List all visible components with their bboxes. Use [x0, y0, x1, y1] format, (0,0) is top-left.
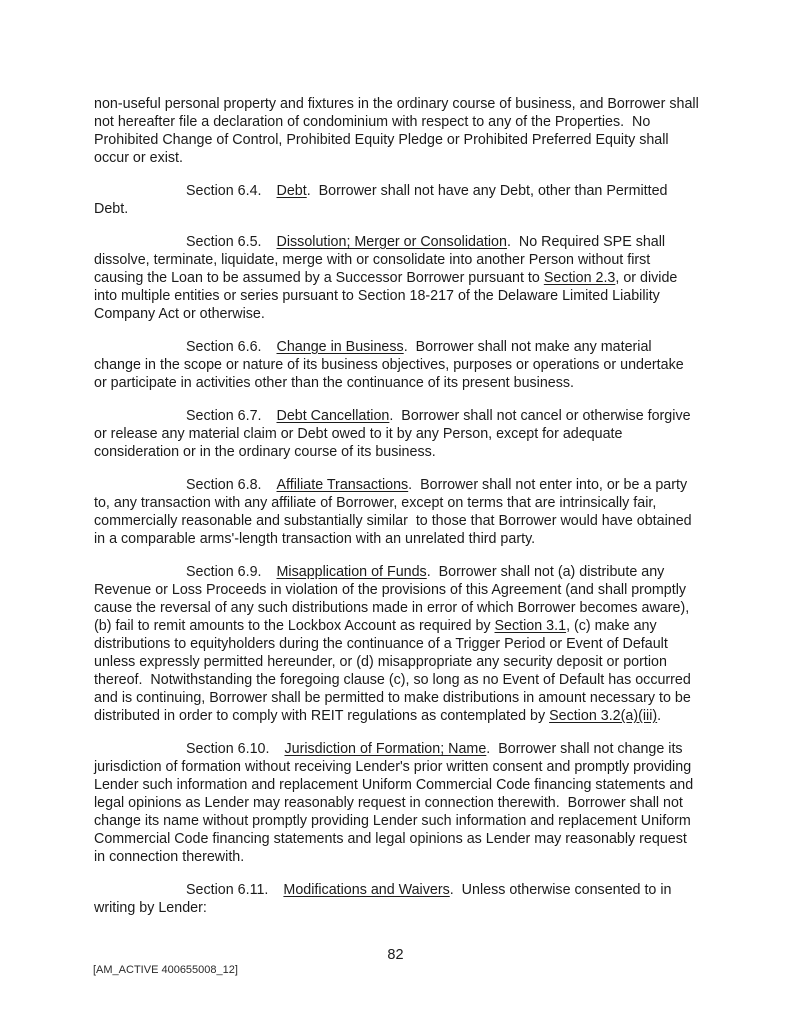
- text-run: Section 6.7.: [186, 408, 262, 424]
- text-run: .: [657, 708, 662, 724]
- paragraph: [94, 407, 700, 461]
- text-run: Section 6.6.: [186, 339, 262, 355]
- text-run: . Borrower shall not enter into, or be a party to, any transaction with any affiliate of Borrower, except on terms that are intrinsically fair, commercially reasonable and substantially similar to those that Borrower would have obtained in a comparable arms'-length transaction with an unrelated third party.: [94, 477, 696, 547]
- paragraph: [94, 563, 700, 725]
- text-run: Section 6.8.: [186, 477, 262, 493]
- paragraph: [94, 740, 700, 866]
- text-run: . No Required SPE shall dissolve, terminate, liquidate, merge with or consolidate into another Person without first causing the Loan to be assumed by a Successor Borrower pursuant to: [94, 234, 670, 286]
- underlined-text: Modifications and Waivers: [283, 882, 450, 898]
- text-run: . Borrower shall not change its jurisdiction of formation without receiving Lender's prior written consent and promptly providing Lender such information and replacement Uniform Commercial Code financing statements and legal opinions as Lender may reasonably request in connection therewith. Borrower shall not change its name without promptly providing Lender such information and replacement Uniform Commercial Code financing statements and legal opinions as Lender may reasonably request in connection therewith.: [94, 741, 698, 865]
- text-run: Section 6.4.: [186, 183, 262, 199]
- underlined-text: Debt: [276, 183, 307, 199]
- underlined-text: Debt Cancellation: [276, 408, 390, 424]
- text-run: . Unless otherwise consented to in writing by Lender:: [94, 882, 676, 916]
- text-run: . Borrower shall not make any material change in the scope or nature of its business objectives, purposes or operations or undertake or participate in activities other than the continuance of its present business.: [94, 339, 688, 391]
- paragraph: [94, 881, 700, 917]
- text-run: Section 6.5.: [186, 234, 262, 250]
- text-run: Section 6.11.: [186, 882, 269, 898]
- paragraph: [94, 182, 700, 218]
- page-number: 82: [387, 947, 404, 963]
- underlined-text: Dissolution; Merger or Consolidation: [276, 234, 507, 250]
- text-run: . Borrower shall not have any Debt, other than Permitted Debt.: [94, 183, 672, 217]
- paragraph: [94, 95, 703, 167]
- document-body: [94, 95, 703, 932]
- underlined-text: Jurisdiction of Formation; Name: [284, 741, 487, 757]
- paragraph: [94, 338, 700, 392]
- underlined-text: Misapplication of Funds: [276, 564, 427, 580]
- text-run: Section 6.10.: [186, 741, 270, 757]
- underlined-text: Change in Business: [276, 339, 404, 355]
- underlined-text: Affiliate Transactions: [276, 477, 409, 493]
- text-run: , or divide into multiple entities or series pursuant to Section 18-217 of the Delaware Limited Liability Company Act or otherwise.: [94, 270, 682, 322]
- text-run: non-useful personal property and fixtures in the ordinary course of business, and Borrower shall not hereafter file a declaration of condominium with respect to any of the Properties. No Prohibited Change of Control, Prohibited Equity Pledge or Prohibited Preferred Equity shall occur or exist.: [94, 96, 703, 166]
- footer-document-id: [AM_ACTIVE 400655008_12]: [93, 964, 238, 976]
- text-run: . Borrower shall not cancel or otherwise forgive or release any material claim or Debt owed to it by any Person, except for adequate consideration or in the ordinary course of its business.: [94, 408, 695, 460]
- paragraph: [94, 233, 700, 323]
- text-run: . Borrower shall not (a) distribute any Revenue or Loss Proceeds in violation of the provisions of this Agreement (and shall promptly cause the reversal of any such distributions made in error of which Borrower becomes aware), (b) fail to remit amounts to the Lockbox Account as required by: [94, 564, 694, 634]
- underlined-text: Section 2.3: [543, 270, 616, 286]
- underlined-text: Section 3.2(a)(iii): [549, 708, 658, 724]
- text-run: , (c) make any distributions to equityholders during the continuance of a Trigger Period or Event of Default unless expressly permitted hereunder, or (d) misappropriate any security deposit or portion thereof. Notwithstanding the foregoing clause (c), so long as no Event of Default has occurred and is continuing, Borrower shall be permitted to make distributions in amount necessary to be distributed in order to comply with REIT regulations as contemplated by: [94, 618, 695, 724]
- underlined-text: Section 3.1: [494, 618, 567, 634]
- paragraph: [94, 476, 700, 548]
- text-run: Section 6.9.: [186, 564, 262, 580]
